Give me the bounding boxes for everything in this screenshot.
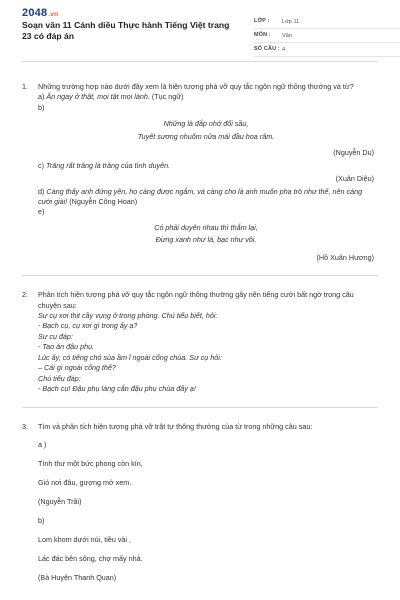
story-line: - Bạch cụ! Đậu phụ làng cắn đậu phụ chùa đấy ạ!	[38, 384, 196, 394]
story-line: Sư cụ xơi thịt cầy vụng ở trong phòng. Chú tiểu biết, hỏi:	[38, 311, 218, 320]
source-citation: (Hồ Xuân Hương)	[316, 252, 374, 262]
option-d: d) Càng thấy anh đứng yên, họ càng được ngắm, và càng cho là anh muốn pha trò như thế, nên càng cười giài! (Nguyễn Công Hoan)	[38, 186, 363, 206]
meta-row-class	[254, 15, 400, 29]
answer-line: (Bà Huyện Thanh Quan)	[38, 573, 117, 582]
answer-line: (Nguyễn Trãi)	[38, 497, 82, 507]
story-line: Chú tiểu đáp:	[38, 373, 81, 383]
document-title: Soạn văn 11 Cánh diều Thực hành Tiếng Việt trang 23 có đáp án	[22, 20, 230, 41]
meta-value: Lớp 11	[282, 18, 300, 25]
meta-key: MÔN :	[254, 32, 271, 39]
option-a: a) Ăn ngay ở thật, mọi tật mọi lành. (Tục ngữ)	[38, 92, 184, 102]
story-line: - Tao ăn đậu phụ.	[38, 342, 95, 352]
poem-line: Tuyết sương nhuốm nửa mái đầu hoa râm.	[137, 131, 275, 141]
divider	[22, 275, 378, 276]
source-citation: (Nguyễn Du)	[333, 148, 374, 158]
document-meta	[254, 15, 400, 57]
question-2	[22, 290, 378, 394]
question-stem: Tìm và phân tích hiện tượng phá vỡ trật tự thông thường của từ trong những câu sau:	[38, 421, 313, 431]
divider	[22, 407, 378, 408]
meta-key: SỐ CÂU :	[254, 46, 280, 53]
question-number: 2.	[22, 290, 28, 300]
story-line: Sư cụ đáp:	[38, 331, 73, 341]
document-header	[22, 0, 378, 62]
source-citation: (Xuân Diệu)	[335, 174, 374, 184]
story-line: - Bạch cụ, cụ xơi gì trong ấy ạ?	[38, 321, 138, 331]
question-number: 1.	[22, 82, 28, 91]
story-line: – Cái gì ngoài cổng thế?	[38, 363, 116, 373]
poem-line: Có phải duyên nhau thì thắm lại,	[154, 222, 258, 232]
poem-line: Những là đắp nhớ đổi sầu,	[163, 119, 249, 129]
option-b: b)	[38, 102, 45, 112]
question-number: 3.	[22, 421, 28, 431]
meta-value: Văn	[282, 32, 292, 39]
question-3	[22, 422, 378, 584]
site-logo[interactable]: 2048.vn	[22, 7, 59, 19]
option-e: e)	[38, 207, 45, 217]
story-line: Lúc ấy, có tiếng chó sủa ầm ĩ ngoài cổng chùa. Sư cụ hỏi:	[38, 352, 222, 362]
answer-line: Lác đác bên sông, chợ mấy nhà.	[38, 554, 143, 564]
answer-line: Gió nơi đâu, gượng mở xem.	[38, 478, 132, 488]
meta-value: 4	[282, 46, 286, 53]
answer-line: Tình thư một bức phong còn kín,	[38, 459, 143, 469]
meta-row-subject	[254, 29, 400, 43]
question-1	[22, 82, 378, 263]
option-c: c) Trăng rất trăng là trăng của tình duyên.	[38, 160, 171, 170]
question-stem: Phân tích hiện tượng phá vỡ quy tắc ngôn ngữ thông thường gây nên tiếng cười bất ngờ trong câu chuyện sau:	[38, 290, 354, 310]
answer-line: a )	[38, 440, 47, 450]
meta-row-count	[254, 43, 400, 57]
poem-line: Đừng xanh như lá, bạc như vôi.	[155, 235, 257, 245]
answer-line: Lom khom dưới núi, tiều vài ,	[38, 535, 132, 545]
answer-line: b)	[38, 516, 45, 526]
question-stem: Những trường hợp nào dưới đây xem là hiện tượng phá vỡ quy tắc ngôn ngữ thông thường và từ?	[38, 82, 354, 91]
meta-key: LỚP :	[254, 18, 270, 25]
